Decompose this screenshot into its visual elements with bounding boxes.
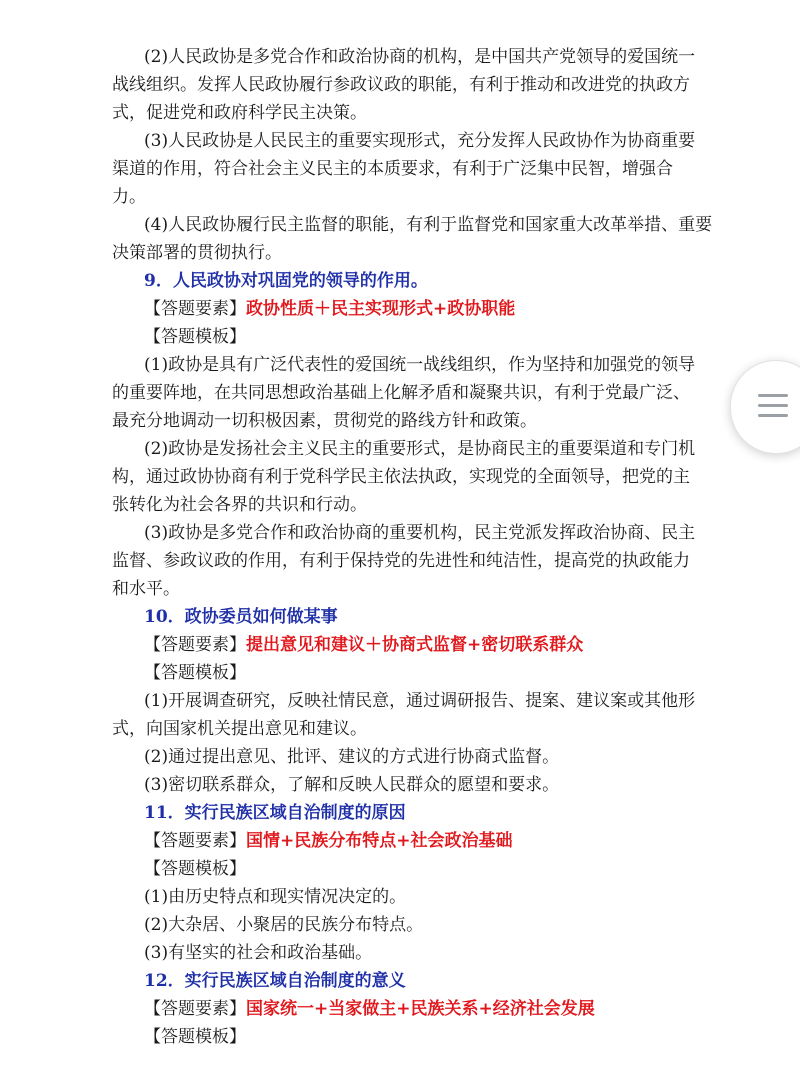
hamburger-menu-icon — [758, 414, 788, 417]
paragraph-line: (2)政协是发扬社会主义民主的重要形式，是协商民主的重要渠道和专门机 — [144, 439, 696, 459]
paragraph-line: 式，促进党和政府科学民主决策。 — [112, 103, 367, 123]
answer-elements-value: 政协性质＋民主实现形式+政协职能 — [246, 299, 516, 319]
paragraph-line: (2)人民政协是多党合作和政治协商的机构，是中国共产党领导的爱国统一 — [144, 47, 696, 67]
paragraph-line: 张转化为社会各界的共识和行动。 — [112, 495, 367, 515]
answer-template-label: 【答题模板】 — [144, 663, 246, 683]
section-heading: 12．实行民族区域自治制度的意义 — [144, 971, 406, 991]
section-heading: 11．实行民族区域自治制度的原因 — [144, 803, 406, 823]
paragraph-line: 监督、参政议政的作用，有利于保持党的先进性和纯洁性，提高党的执政能力 — [112, 551, 690, 571]
answer-elements-value: 提出意见和建议＋协商式监督+密切联系群众 — [246, 635, 584, 655]
answer-elements-label: 【答题要素】 — [144, 999, 246, 1019]
paragraph-line: 式，向国家机关提出意见和建议。 — [112, 719, 367, 739]
hamburger-menu-icon — [758, 394, 788, 397]
paragraph-line: 力。 — [112, 187, 146, 207]
answer-elements-label: 【答题要素】 — [144, 831, 246, 851]
paragraph-line: 决策部署的贯彻执行。 — [112, 243, 282, 263]
paragraph-line: (4)人民政协履行民主监督的职能，有利于监督党和国家重大改革举措、重要 — [144, 215, 713, 235]
paragraph-line: (2)大杂居、小聚居的民族分布特点。 — [144, 915, 424, 935]
answer-elements-label: 【答题要素】 — [144, 635, 246, 655]
hamburger-menu-icon — [758, 404, 788, 407]
paragraph-line: (3)人民政协是人民民主的重要实现形式，充分发挥人民政协作为协商重要 — [144, 131, 696, 151]
paragraph-line: (3)有坚实的社会和政治基础。 — [144, 943, 373, 963]
answer-template-label: 【答题模板】 — [144, 327, 246, 347]
section-heading: 10．政协委员如何做某事 — [144, 607, 338, 627]
paragraph-line: 的重要阵地，在共同思想政治基础上化解矛盾和凝聚共识，有利于党最广泛、 — [112, 383, 690, 403]
answer-template-label: 【答题模板】 — [144, 1027, 246, 1047]
paragraph-line: (1)开展调查研究，反映社情民意，通过调研报告、提案、建议案或其他形 — [144, 691, 696, 711]
answer-template-label: 【答题模板】 — [144, 859, 246, 879]
floating-menu-button[interactable] — [730, 360, 800, 454]
paragraph-line: (3)政协是多党合作和政治协商的重要机构，民主党派发挥政治协商、民主 — [144, 523, 696, 543]
paragraph-line: 战线组织。发挥人民政协履行参政议政的职能，有利于推动和改进党的执政方 — [112, 75, 690, 95]
paragraph-line: (3)密切联系群众，了解和反映人民群众的愿望和要求。 — [144, 775, 560, 795]
section-heading: 9．人民政协对巩固党的领导的作用。 — [144, 271, 428, 291]
answer-elements-value: 国情+民族分布特点+社会政治基础 — [246, 831, 513, 851]
paragraph-line: 最充分地调动一切积极因素，贯彻党的路线方针和政策。 — [112, 411, 537, 431]
paragraph-line: (1)政协是具有广泛代表性的爱国统一战线组织，作为坚持和加强党的领导 — [144, 355, 696, 375]
answer-elements-label: 【答题要素】 — [144, 299, 246, 319]
answer-elements-row — [144, 634, 583, 656]
paragraph-line: (1)由历史特点和现实情况决定的。 — [144, 887, 407, 907]
paragraph-line: 渠道的作用，符合社会主义民主的本质要求，有利于广泛集中民智，增强合 — [112, 159, 673, 179]
paragraph-line: (2)通过提出意见、批评、建议的方式进行协商式监督。 — [144, 747, 560, 767]
answer-elements-row — [144, 998, 595, 1020]
answer-elements-row — [144, 298, 515, 320]
paragraph-line: 和水平。 — [112, 579, 180, 599]
paragraph-line: 构，通过政协协商有利于党科学民主依法执政，实现党的全面领导，把党的主 — [112, 467, 690, 487]
answer-elements-value: 国家统一+当家做主+民族关系+经济社会发展 — [246, 999, 595, 1019]
answer-elements-row — [144, 830, 513, 852]
